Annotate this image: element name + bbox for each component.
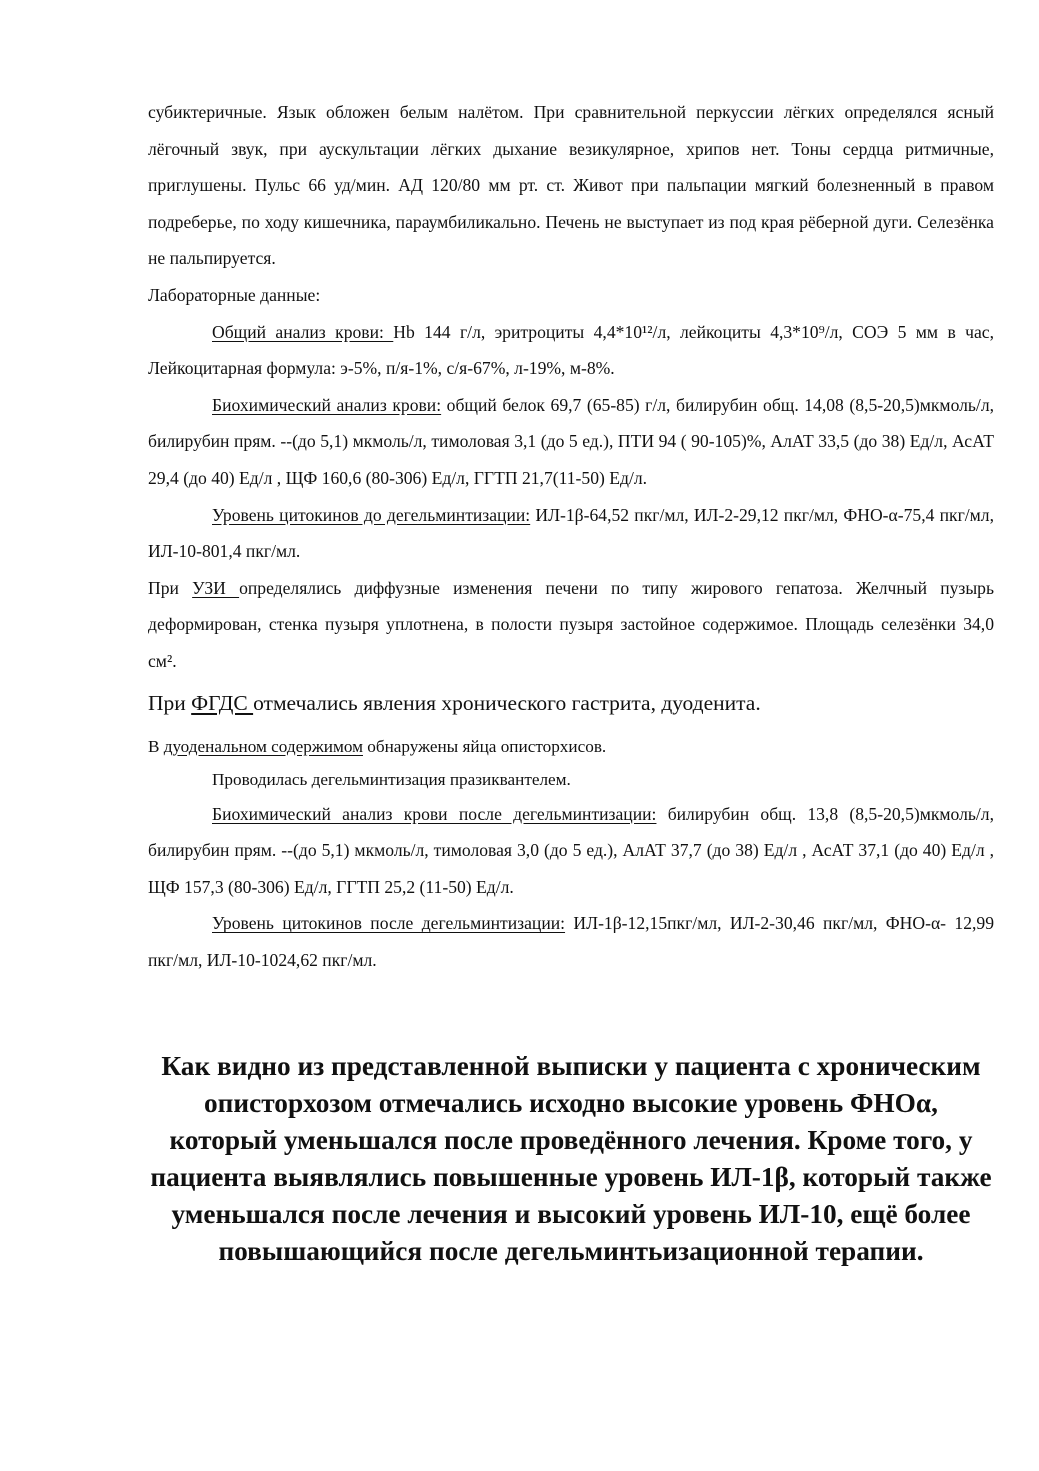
cytokines-before-text: ИЛ-1β-64,52 пкг/мл, ИЛ-2-29,12 пкг/мл, ФНО-α-75,4 пкг/мл, ИЛ-10-801,4 пкг/мл. <box>148 504 994 562</box>
cbc-label: Общий анализ крови: <box>212 321 394 342</box>
duodenal-text: обнаружены яйца описторхисов. <box>362 736 607 756</box>
biochem-paragraph <box>148 387 994 497</box>
cbc-text: Hb 144 г/л, эритроциты 4,4*10¹²/л, лейкоциты 4,3*10⁹/л, СОЭ 5 мм в час, Лейкоцитарная формула: э-5%, п/я-1%, с/я-67%, л-19%, м-8%. <box>148 321 995 379</box>
duodenal-prefix: В <box>148 736 164 756</box>
ultrasound-paragraph <box>148 570 994 680</box>
cbc-paragraph <box>148 314 994 387</box>
duodenal-label: дуоденальном содержимом <box>163 736 363 756</box>
ultrasound-label: УЗИ <box>192 577 240 598</box>
physical-exam-paragraph: субиктеричные. Язык обложен белым налётом. При сравнительной перкуссии лёгких определялся ясный лёгочный звук, при аускультации лёгких дыхание везикулярное, хрипов нет. Тоны сердца ритмичные, приглушены. Пульс 66 уд/мин. АД 120/80 мм рт. ст. Живот при пальпации мягкий болезненный в правом подреберье, по ходу кишечника, параумбиликально. Печень не выступает из под края рёберной дуги. Селезёнка не пальпируется. <box>148 102 994 269</box>
conclusion-paragraph: Как видно из представленной выписки у пациента с хроническим описторхозом отмечались исходно высокие уровень ФНОα, который уменьшался после проведённого лечения. Кроме того, у пациента выявлялись повышенные уровень ИЛ-1β, который также уменьшался после лечения и высокий уровень ИЛ-10, ещё более повышающийся после дегельминтьизационной терапии. <box>150 1051 992 1266</box>
fgds-text: отмечались явления хронического гастрита, дуоденита. <box>253 690 761 715</box>
cytokines-after-label: Уровень цитокинов после дегельминтизации: <box>212 913 566 934</box>
biochem-label: Биохимический анализ крови: <box>212 394 442 415</box>
fgds-prefix: При <box>148 690 192 715</box>
biochem-after-text: билирубин общ. 13,8 (8,5-20,5)мкмоль/л, билирубин прям. --(до 5,1) мкмоль/л, тимоловая 3,0 (до 5 ед.), АлАТ 37,7 (до 38) Ед/л , АсАТ 37,1 (до 40) Ед/л , ЩФ 157,3 (80-306) Ед/л, ГГТП 25,2 (11-50) Ед/л. <box>148 803 994 897</box>
cytokines-after-text: ИЛ-1β-12,15пкг/мл, ИЛ-2-30,46 пкг/мл, ФНО-α- 12,99 пкг/мл, ИЛ-10-1024,62 пкг/мл. <box>148 913 994 970</box>
ultrasound-text: определялись диффузные изменения печени по типу жирового гепатоза. Желчный пузырь деформирован, стенка пузыря уплотнена, в полости пузыря застойное содержимое. Площадь селезёнки 34,0 см². <box>148 577 994 671</box>
cytokines-after-paragraph <box>148 905 994 978</box>
fgds-paragraph <box>148 688 994 718</box>
ultrasound-prefix: При <box>148 577 193 598</box>
cytokines-before-paragraph <box>148 497 994 570</box>
document-body <box>148 94 994 978</box>
lab-heading: Лабораторные данные: <box>148 284 321 305</box>
biochem-text: общий белок 69,7 (65-85) г/л, билирубин общ. 14,08 (8,5-20,5)мкмоль/л, билирубин прям. --(до 5,1) мкмоль/л, тимоловая 3,1 (до 5 ед.), ПТИ 94 ( 90-105)%, АлАТ 33,5 (до 38) Ед/л, АсАТ 29,4 (до 40) Ед/л , ЩФ 160,6 (80-306) Ед/л, ГГТП 21,7(11-50) Ед/л. <box>148 394 995 488</box>
fgds-label: ФГДС <box>191 690 254 715</box>
biochem-after-paragraph <box>148 796 994 906</box>
treatment-paragraph: Проводилась дегельминтизация празиквантелем. <box>212 769 571 789</box>
duodenal-paragraph <box>148 730 994 763</box>
biochem-after-label: Биохимический анализ крови после дегельминтизации: <box>212 803 657 824</box>
cytokines-before-label: Уровень цитокинов до дегельминтизации: <box>212 504 531 525</box>
